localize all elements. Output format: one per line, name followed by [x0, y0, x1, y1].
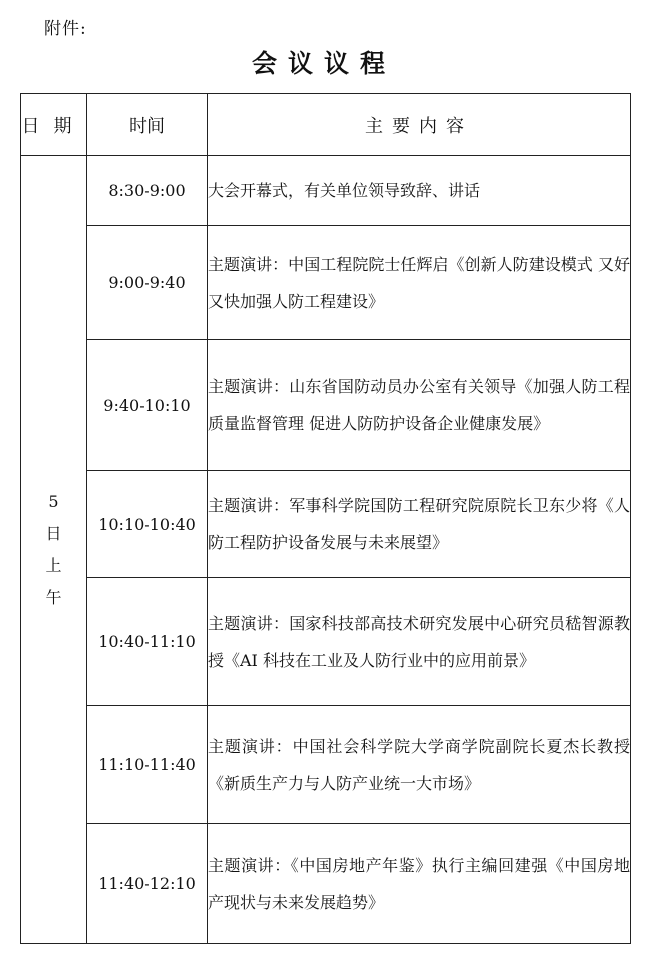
- table-row: [21, 471, 631, 578]
- table-row: [21, 578, 631, 706]
- table-header-row: [21, 94, 631, 156]
- time-cell: 9:00-9:40: [87, 226, 208, 340]
- content-cell: 主题演讲：中国社会科学院大学商学院副院长夏杰长教授《新质生产力与人防产业统一大市场》: [208, 706, 631, 824]
- content-cell: 主题演讲：军事科学院国防工程研究院原院长卫东少将《人防工程防护设备发展与未来展望》: [208, 471, 631, 578]
- table-row: [21, 706, 631, 824]
- table-row: [21, 156, 631, 226]
- content-cell: 主题演讲：山东省国防动员办公室有关领导《加强人防工程质量监督管理 促进人防防护设备企业健康发展》: [208, 340, 631, 471]
- time-cell: 9:40-10:10: [87, 340, 208, 471]
- attachment-label: 附件:: [44, 19, 87, 39]
- table-row: [21, 340, 631, 471]
- content-cell: 大会开幕式，有关单位领导致辞、讲话: [208, 156, 631, 226]
- agenda-table: [20, 93, 631, 944]
- table-row: [21, 226, 631, 340]
- time-cell: 11:40-12:10: [87, 824, 208, 944]
- time-cell: 8:30-9:00: [87, 156, 208, 226]
- date-line: 5: [48, 491, 59, 511]
- date-line: 午: [45, 587, 62, 607]
- page-title: 会议议程: [251, 49, 396, 78]
- date-cell: [21, 156, 87, 944]
- column-header-content: 主要内容: [208, 94, 631, 156]
- column-header-time: 时间: [87, 94, 208, 156]
- time-cell: 10:10-10:40: [87, 471, 208, 578]
- date-line: 日: [45, 523, 62, 543]
- column-header-date: 日期: [21, 94, 87, 156]
- time-cell: 10:40-11:10: [87, 578, 208, 706]
- time-cell: 11:10-11:40: [87, 706, 208, 824]
- table-row: [21, 824, 631, 944]
- content-cell: 主题演讲：国家科技部高技术研究发展中心研究员嵇智源教授《AI 科技在工业及人防行业中的应用前景》: [208, 578, 631, 706]
- date-line: 上: [45, 555, 62, 575]
- content-cell: 主题演讲：中国工程院院士任辉启《创新人防建设模式 又好又快加强人防工程建设》: [208, 226, 631, 340]
- content-cell: 主题演讲：《中国房地产年鉴》执行主编回建强《中国房地产现状与未来发展趋势》: [208, 824, 631, 944]
